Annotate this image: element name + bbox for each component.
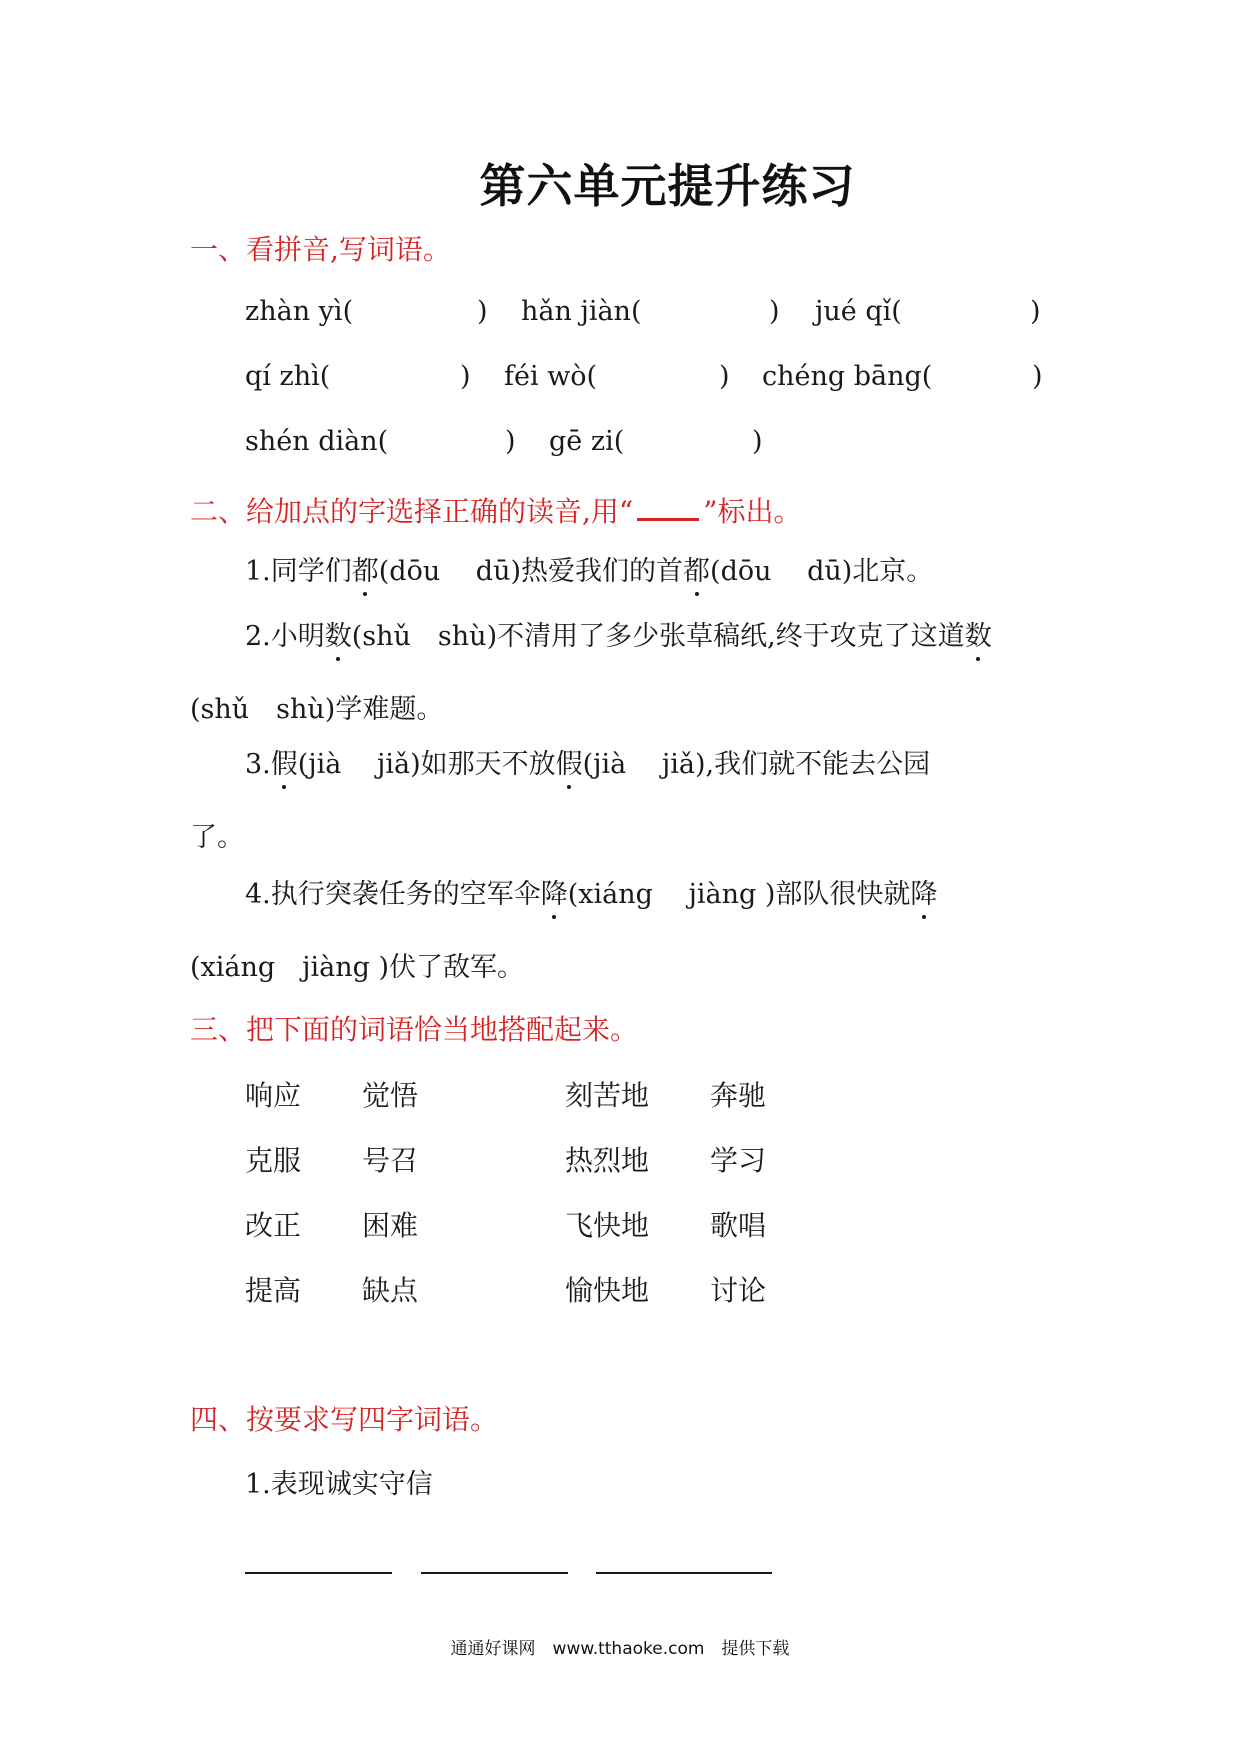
answer-paren-close: ) bbox=[719, 361, 730, 392]
dotted-char: 数 bbox=[965, 614, 992, 653]
question-3-line-2: 了。 bbox=[190, 822, 244, 853]
answer-line bbox=[421, 1572, 568, 1574]
answer-line bbox=[245, 1572, 392, 1574]
dotted-char: 假 bbox=[556, 742, 583, 781]
answer-paren-close: ) bbox=[752, 426, 763, 457]
question-4-line-1: 4.执行突袭任务的空军伞降(xiáng jiàng )部队很快就降 bbox=[245, 872, 937, 911]
answer-paren-close: ) bbox=[460, 361, 471, 392]
dotted-char: 假 bbox=[271, 742, 298, 781]
match-word: 觉悟 bbox=[362, 1079, 419, 1112]
question-2-line-2: (shǔ shù)学难题。 bbox=[190, 694, 444, 725]
dotted-char: 都 bbox=[352, 549, 379, 588]
pinyin-item: qí zhì( bbox=[245, 361, 331, 392]
section-4-heading: 四、按要求写四字词语。 bbox=[190, 1403, 499, 1436]
match-word: 号召 bbox=[362, 1144, 419, 1177]
question-4-1: 1.表现诚实守信 bbox=[245, 1469, 433, 1500]
pinyin-item: chéng bāng( bbox=[762, 361, 933, 392]
question-3-line-1: 3.假(jià jiǎ)如那天不放假(jià jiǎ),我们就不能去公园 bbox=[245, 742, 930, 781]
match-word: 响应 bbox=[245, 1079, 302, 1112]
underline-mark-sample bbox=[637, 496, 699, 521]
match-word: 改正 bbox=[245, 1209, 302, 1242]
answer-paren-close: ) bbox=[477, 296, 488, 327]
pinyin-item: jué qǐ( bbox=[815, 296, 902, 327]
dotted-char: 降 bbox=[910, 872, 937, 911]
match-word: 热烈地 bbox=[565, 1144, 650, 1177]
dotted-char: 数 bbox=[325, 614, 352, 653]
match-word: 学习 bbox=[710, 1144, 767, 1177]
pinyin-item: shén diàn( bbox=[245, 426, 389, 457]
section-3-heading: 三、把下面的词语恰当地搭配起来。 bbox=[190, 1013, 639, 1046]
answer-paren-close: ) bbox=[505, 426, 516, 457]
answer-paren-close: ) bbox=[769, 296, 780, 327]
section-2-heading: 二、给加点的字选择正确的读音,用“ ”标出。 bbox=[190, 495, 802, 528]
pinyin-item: zhàn yì( bbox=[245, 296, 354, 327]
match-word: 愉快地 bbox=[565, 1274, 650, 1307]
match-word: 飞快地 bbox=[565, 1209, 650, 1242]
pinyin-item: gē zi( bbox=[549, 426, 625, 457]
answer-paren-close: ) bbox=[1032, 361, 1043, 392]
match-word: 困难 bbox=[362, 1209, 419, 1242]
match-word: 克服 bbox=[245, 1144, 302, 1177]
match-word: 歌唱 bbox=[710, 1209, 767, 1242]
section-1-heading: 一、看拼音,写词语。 bbox=[190, 233, 451, 266]
match-word: 提高 bbox=[245, 1274, 302, 1307]
dotted-char: 降 bbox=[541, 872, 568, 911]
match-word: 讨论 bbox=[710, 1274, 767, 1307]
question-4-line-2: (xiáng jiàng )伏了敌军。 bbox=[190, 952, 525, 983]
dotted-char: 都 bbox=[683, 549, 710, 588]
pinyin-item: hǎn jiàn( bbox=[521, 296, 642, 327]
match-word: 缺点 bbox=[362, 1274, 419, 1307]
footer-credit: 通通好课网 www.tthaoke.com 提供下载 bbox=[450, 1639, 790, 1659]
match-word: 刻苦地 bbox=[565, 1079, 650, 1112]
answer-line bbox=[596, 1572, 772, 1574]
pinyin-item: féi wò( bbox=[504, 361, 598, 392]
page-title: 第六单元提升练习 bbox=[479, 159, 856, 213]
question-2-line-1: 2.小明数(shǔ shù)不清用了多少张草稿纸,终于攻克了这道数 bbox=[245, 614, 992, 653]
match-word: 奔驰 bbox=[710, 1079, 767, 1112]
answer-paren-close: ) bbox=[1030, 296, 1041, 327]
question-1: 1.同学们都(dōu dū)热爱我们的首都(dōu dū)北京。 bbox=[245, 549, 933, 588]
